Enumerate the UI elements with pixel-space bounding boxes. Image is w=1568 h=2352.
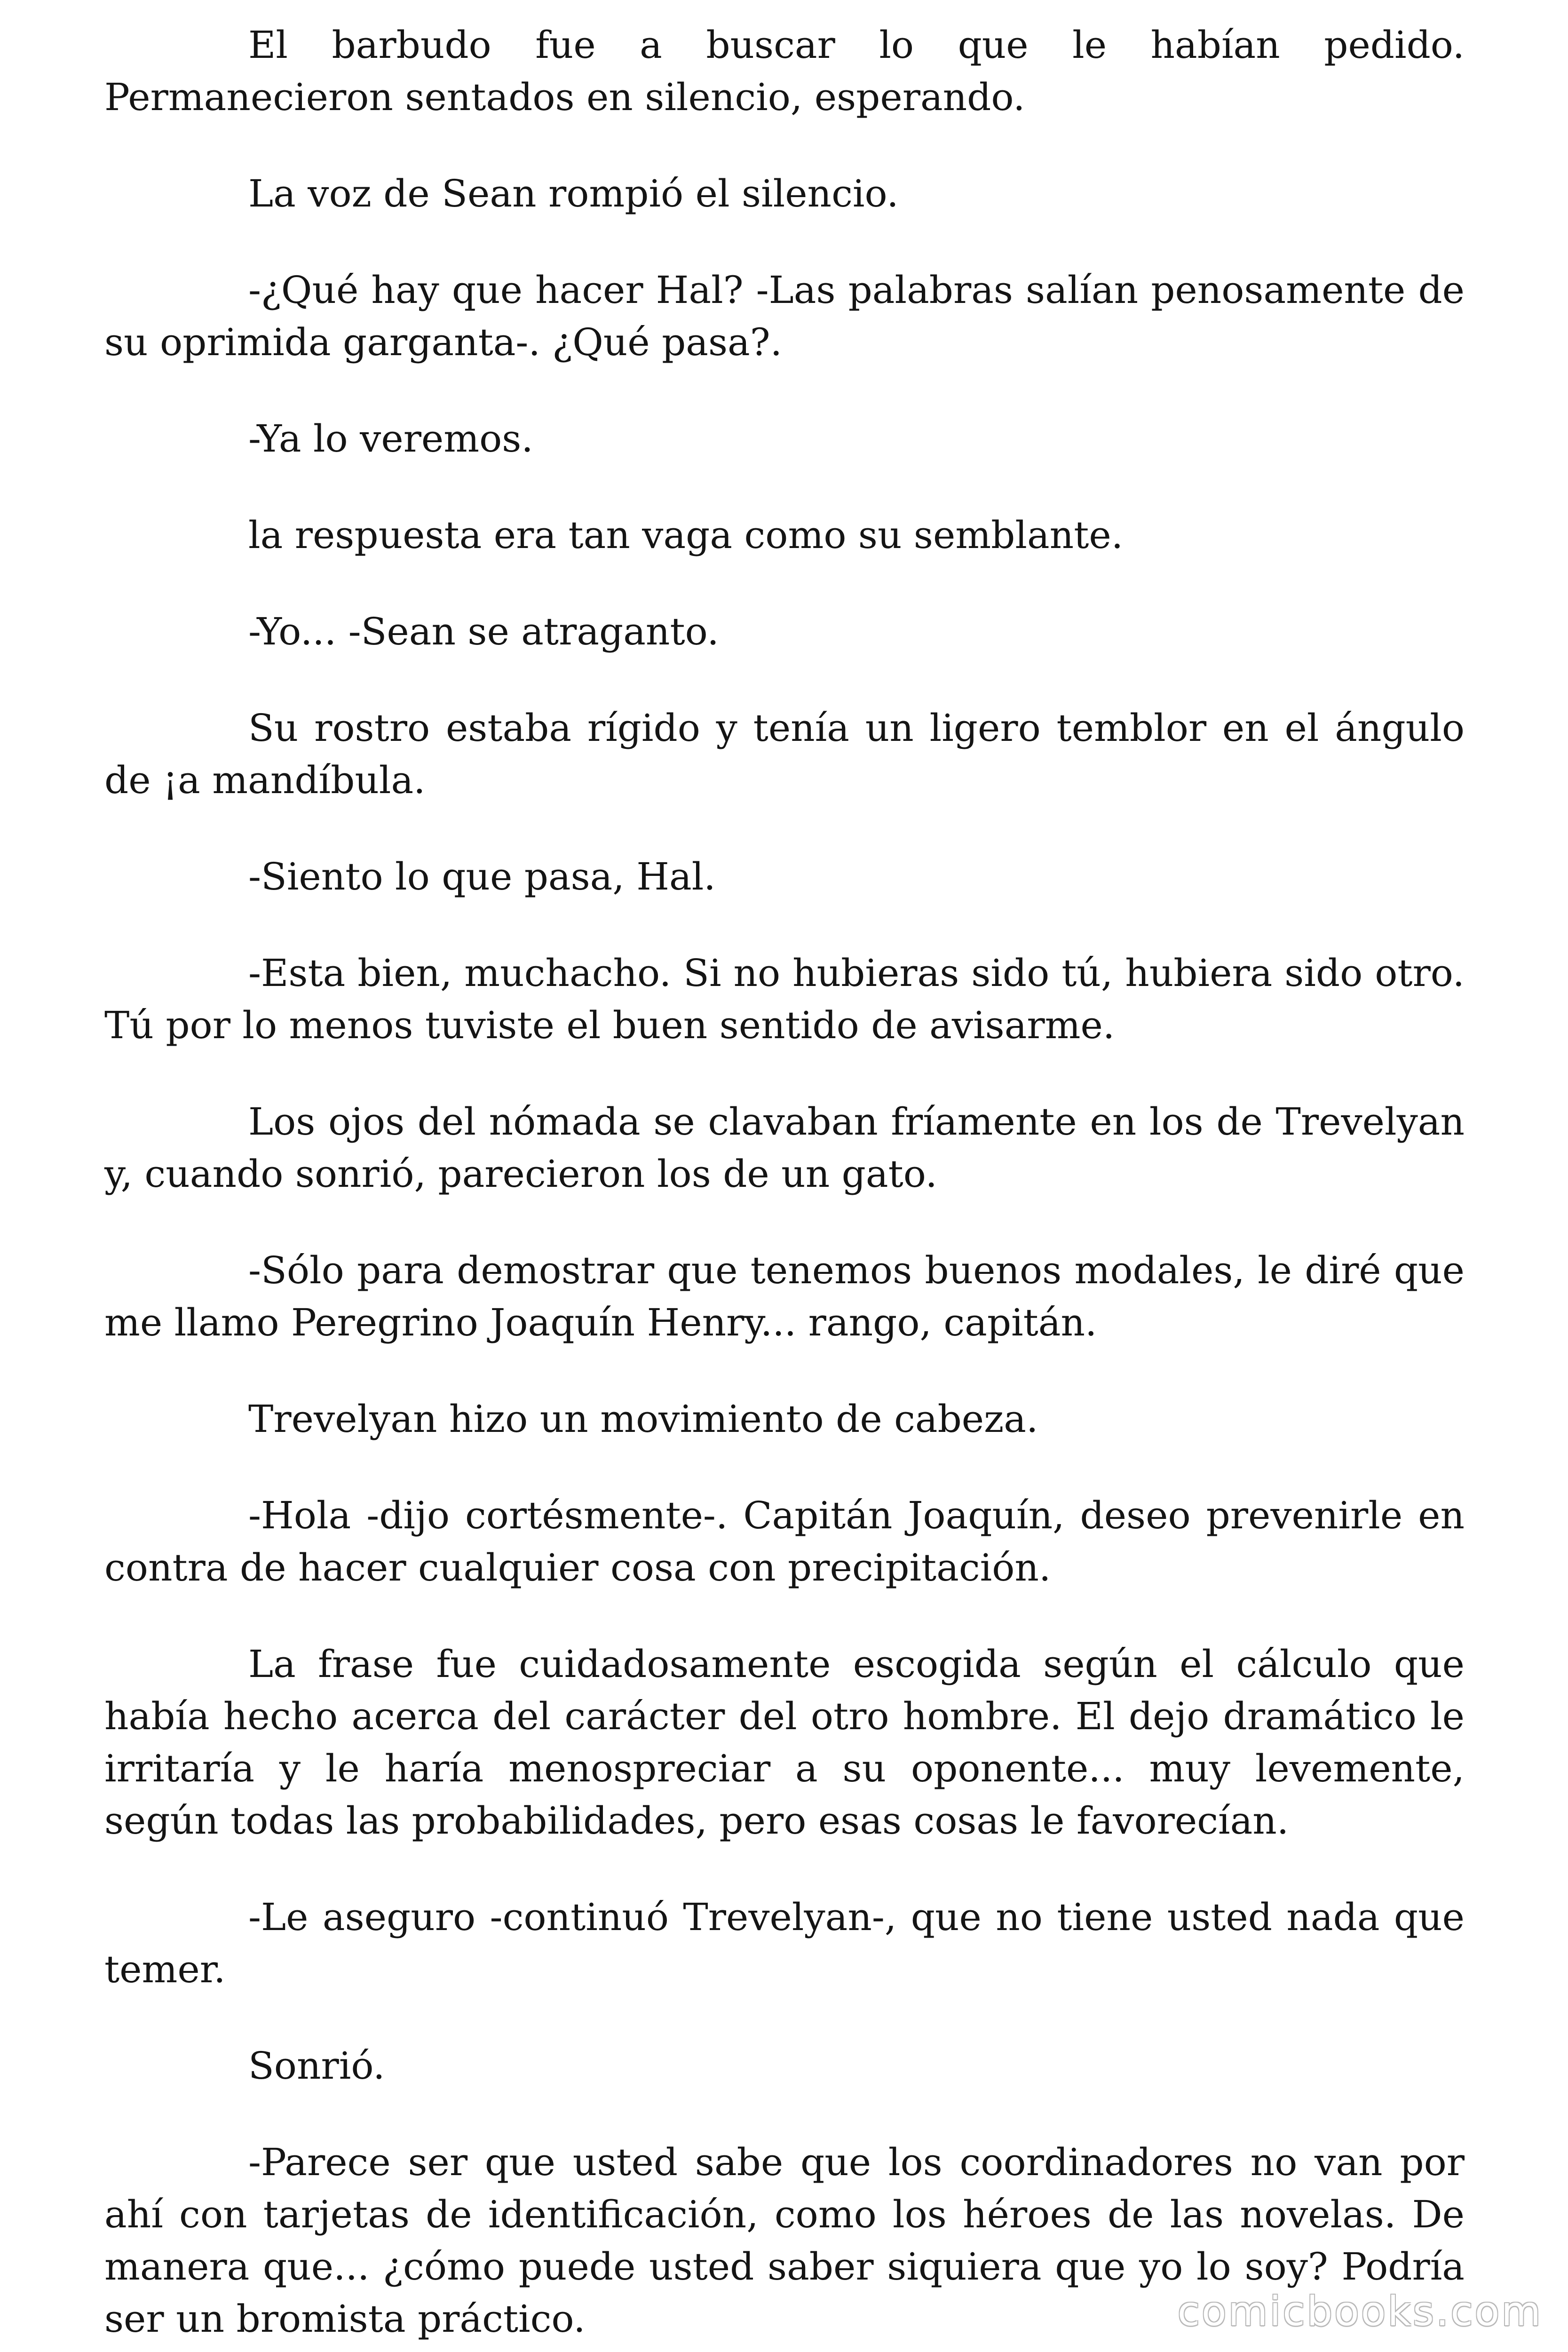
paragraph: Los ojos del nómada se clavaban fríamente en los de Trevelyan y, cuando sonrió, parecieron los de un gato. (104, 1100, 1465, 1196)
paragraph: -Ya lo veremos. (248, 417, 533, 461)
paragraph: -Yo... -Sean se atraganto. (248, 610, 719, 653)
paragraph: Su rostro estaba rígido y tenía un ligero temblor en el ángulo de ¡a mandíbula. (104, 706, 1465, 802)
paragraph: Sonrió. (248, 2044, 385, 2088)
paragraph: -Esta bien, muchacho. Si no hubieras sido tú, hubiera sido otro. Tú por lo menos tuviste el buen sentido de avisarme. (104, 951, 1465, 1047)
paragraph: El barbudo fue a buscar lo que le habían pedido. Permanecieron sentados en silencio, esperando. (104, 23, 1465, 119)
paragraph: La frase fue cuidadosamente escogida según el cálculo que había hecho acerca del carácter del otro hombre. El dejo dramático le irritaría y le haría menospreciar a su oponente... muy levemente, según todas las probabilidades, pero esas cosas le favorecían. (104, 1642, 1465, 1843)
paragraph: -Sólo para demostrar que tenemos buenos modales, le diré que me llamo Peregrino Joaquín Henry... rango, capitán. (104, 1248, 1465, 1344)
watermark: comicbooks.com (1177, 2288, 1543, 2335)
paragraph: la respuesta era tan vaga como su semblante. (248, 513, 1124, 557)
paragraph: -Siento lo que pasa, Hal. (248, 855, 716, 898)
paragraph: -Hola -dijo cortésmente-. Capitán Joaquín, deseo prevenirle en contra de hacer cualquier cosa con precipitación. (104, 1494, 1465, 1589)
paragraph: -Parece ser que usted sabe que los coordinadores no van por ahí con tarjetas de identificación, como los héroes de las novelas. De manera que... ¿cómo puede usted saber siquiera que yo lo soy? Podría ser un bromista práctico. (104, 2140, 1465, 2341)
paragraph: Trevelyan hizo un movimiento de cabeza. (248, 1397, 1038, 1441)
paragraph: -Le aseguro -continuó Trevelyan-, que no tiene usted nada que temer. (104, 1895, 1465, 1991)
paragraph: -¿Qué hay que hacer Hal? -Las palabras salían penosamente de su oprimida garganta-. ¿Qué pasa?. (104, 268, 1465, 364)
document-page (104, 19, 1465, 2352)
paragraph: La voz de Sean rompió el silencio. (248, 172, 899, 215)
